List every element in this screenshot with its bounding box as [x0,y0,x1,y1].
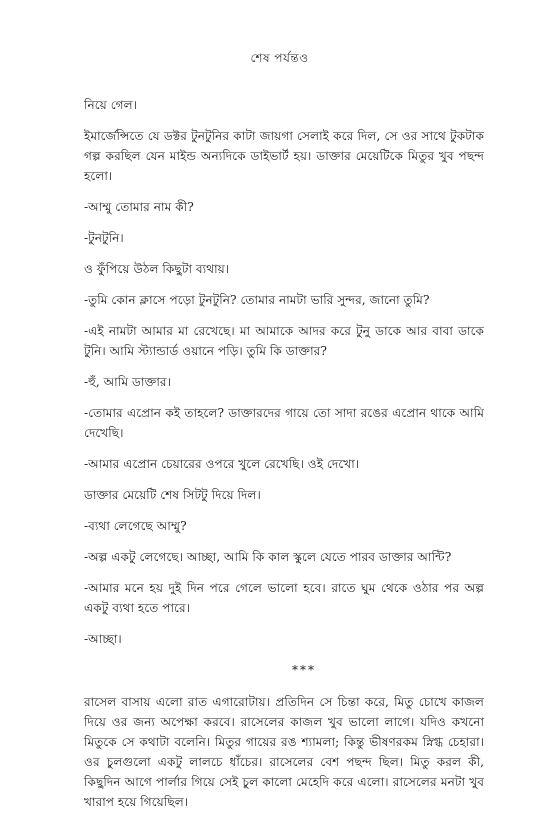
dialogue-line: -আমার এপ্রোন চেয়ারের ওপরে খুলে রেখেছি। ওই দেখো। [84,457,360,471]
dialogue-line: -এই নামটা আমার মা রেখেছে। মা আমাকে আদর করে টুনু ডাকে আর বাবা ডাকে টুনি। আমি স্ট্যান্ডার্ড ওয়ানে পড়ি। তুমি কি ডাক্তার? [84,324,484,358]
dialogue-line: -আমার মনে হয় দুই দিন পরে গেলে ভালো হবে। রাতে ঘুম থেকে ওঠার পর অল্প একটু ব্যথা হতে পারে। [84,581,484,615]
paragraph: ডাক্তার মেয়েটি শেষ সিটটু দিয়ে দিল। [84,488,261,502]
dialogue-line: -আম্মু তোমার নাম কী? [84,200,194,214]
running-head: শেষ পর্যন্তও [250,51,309,65]
dialogue-line: -ব্যথা লেগেছে আম্মু? [84,519,187,533]
dialogue-line: -হুঁ, আমি ডাক্তার। [84,375,171,389]
paragraph: ইমার্জেন্সিতে যে ডক্টর টুনটুনির কাটা জায়গা সেলাই করে দিল, সে ওর সাথে টুকটাক গল্প করছিল যেন মাইন্ড অন্যদিকে ডাইভার্ট হয়। ডাক্তার মেয়েটিকে মিতুর খুব পছন্দ হলো। [84,129,484,183]
dialogue-line: -অল্প একটু লেগেছে। আচ্ছা, আমি কি কাল স্কুলে যেতে পারব ডাক্তার আন্টি? [84,550,452,564]
dialogue-line: -তুমি কোন ক্লাসে পড়ো টুনটুনি? তোমার নামটা ভারি সুন্দর, জানো তুমি? [84,293,430,307]
paragraph: নিয়ে গেল। [84,98,138,112]
paragraph: ও ফুঁপিয়ে উঠল কিছুটা ব্যথায়। [84,262,230,276]
closing-paragraph: রাসেল বাসায় এলো রাত এগারোটায়। প্রতিদিন সে চিন্তা করে, মিতু চোখে কাজল দিয়ে ওর জন্য অপেক্ষা করবে। রাসেলের কাজল খুব ভালো লাগে। যদিও কখনো মিতুকে সে কথাটা বলেনি। মিতুর গায়ের রঙ শ্যামলা; কিন্তু ভীষণরকম স্নিগ্ধ চেহারা। ওর চুলগুলো একটু লালচে ধাঁচের। রাসেলের বেশ পছন্দ ছিল। মিতু করল কী, কিছুদিন আগে পার্লার গিয়ে সেই চুল কালো মেহেদি করে এলো। রাসেলের মনটা খুব খারাপ হয়ে গিয়েছিল। [84,695,484,809]
dialogue-line: -আচ্ছা। [84,632,122,646]
body-text [84,95,484,823]
dialogue-line: -তোমার এপ্রোন কই তাহলে? ডাক্তারদের গায়ে তো সাদা রঙের এপ্রোন থাকে আমি দেখেছি। [84,406,484,440]
section-separator: *** [292,663,316,677]
dialogue-line: -টুনটুনি। [84,231,124,245]
